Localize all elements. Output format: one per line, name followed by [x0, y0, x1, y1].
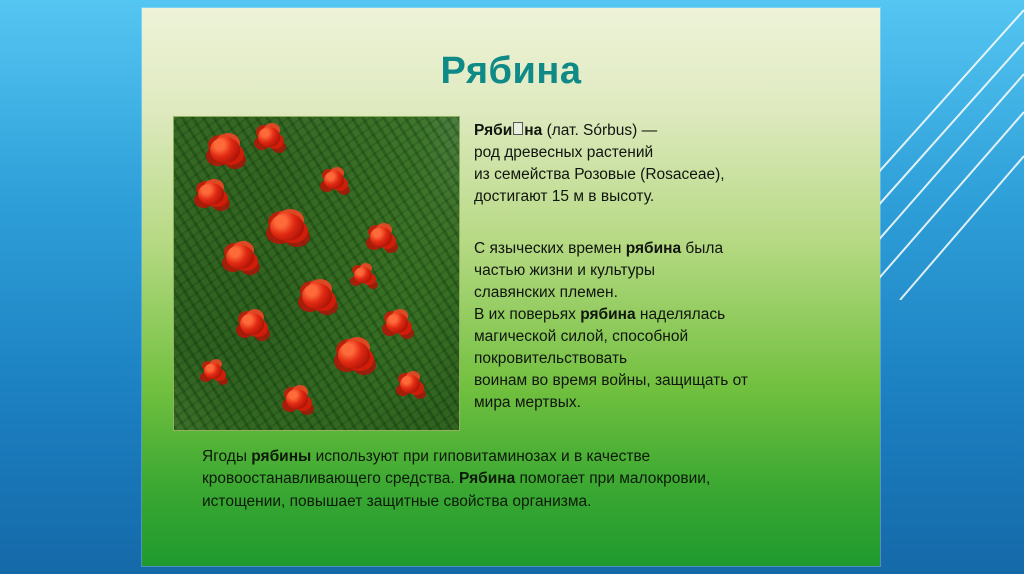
placeholder-glyph-icon: [513, 122, 523, 135]
body-text-column: [474, 120, 854, 414]
definition-line-4: достигают 15 м в высоту.: [474, 188, 655, 205]
culture-line-6: покровительствовать: [474, 350, 628, 367]
culture-line-8: мира мертвых.: [474, 394, 581, 411]
culture-line-7: воинам во время войны, защищать от: [474, 372, 748, 389]
culture-line-2: частью жизни и культуры: [474, 262, 656, 279]
footer-paragraph: Ягоды рябины используют при гиповитаминозах и в качестве кровоостанавливающего средства. Рябина помогает при малокровии, истощении, повышает защитные свойства организма.: [202, 448, 711, 510]
paragraph-culture: С языческих времен рябина была частью жизни и культуры славянских племен. В их поверьях рябина наделялась магической силой, способной покровительствовать воинам во время войны, защищать от мира мертвых.: [474, 240, 748, 411]
photo-berry-clusters: [174, 117, 459, 430]
footer-line-3: истощении, повышает защитные свойства организма.: [202, 492, 592, 510]
definition-line-3: из семейства Розовые (Rosaceae),: [474, 166, 725, 183]
slide-card: [142, 8, 880, 566]
definition-line-2: род древесных растений: [474, 144, 654, 161]
culture-line-5: магической силой, способной: [474, 328, 689, 345]
paragraph-definition: Ряби на (лат. Sórbus) — род древесных растений из семейства Розовые (Rosaceae), достигают 15 м в высоту.: [474, 122, 725, 205]
culture-line-3: славянских племен.: [474, 284, 618, 301]
rowan-tree-photo: [173, 116, 460, 431]
page-title: Рябина: [440, 50, 582, 92]
